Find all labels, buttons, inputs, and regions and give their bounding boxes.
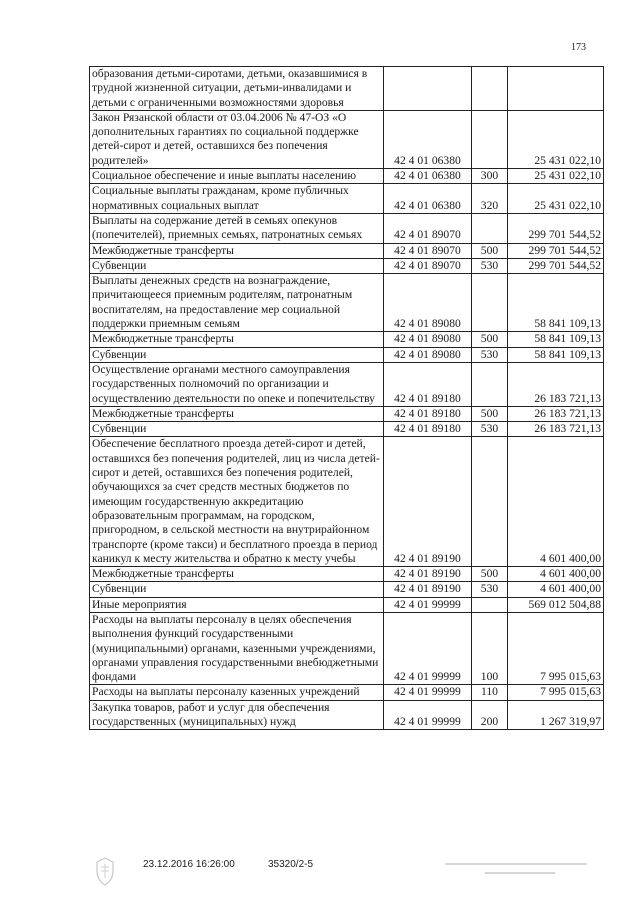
cell-code: 42 4 01 06380	[384, 110, 472, 168]
cell-name: Субвенции	[90, 347, 384, 362]
cell-type: 500	[472, 332, 508, 347]
table-row	[90, 213, 604, 243]
cell-sum: 25 431 022,10	[508, 110, 604, 168]
cell-name: Обеспечение бесплатного проезда детей-сирот и детей, оставшихся без попечения родителей, лиц из числа детей-сирот и детей, оставшихся без попечения родителей, обучающихся за счет средств местных бюджетов по имеющим государственную аккредитацию образовательным программам, на городском, пригородном, в сельской местности на внутрирайонном транспорте (кроме такси) и бесплатного проезда в период каникул к месту жительства и обратно к месту учебы	[90, 437, 384, 567]
cell-sum: 7 995 015,63	[508, 612, 604, 684]
cell-sum: 569 012 504,88	[508, 597, 604, 612]
cell-name: Закупка товаров, работ и услуг для обеспечения государственных (муниципальных) нужд	[90, 700, 384, 730]
cell-code: 42 4 01 89080	[384, 347, 472, 362]
table-row	[90, 406, 604, 421]
cell-name: Субвенции	[90, 422, 384, 437]
cell-name: Расходы на выплаты персоналу в целях обеспечения выполнения функций государственными (муниципальными) органами, казенными учреждениями, органами управления государственными внебюджетными фондами	[90, 612, 384, 684]
table-row	[90, 274, 604, 332]
cell-name: Закон Рязанской области от 03.04.2006 № 47-ОЗ «О дополнительных гарантиях по социальной поддержке детей-сирот и детей, оставшихся без попечения родителей»	[90, 110, 384, 168]
budget-table	[89, 66, 604, 730]
cell-name: Межбюджетные трансферты	[90, 332, 384, 347]
cell-code: 42 4 01 99999	[384, 612, 472, 684]
cell-code: 42 4 01 89070	[384, 213, 472, 243]
table-row	[90, 243, 604, 258]
cell-code: 42 4 01 89080	[384, 274, 472, 332]
cell-name: Выплаты денежных средств на вознаграждение, причитающееся приемным родителям, патронатным воспитателям, на предоставление мер социальной поддержки приемным семьям	[90, 274, 384, 332]
table-row	[90, 437, 604, 567]
cell-name: Иные мероприятия	[90, 597, 384, 612]
table-row	[90, 258, 604, 273]
cell-type: 530	[472, 422, 508, 437]
cell-sum: 58 841 109,13	[508, 347, 604, 362]
faint-footer-line	[445, 863, 587, 865]
cell-code: 42 4 01 06380	[384, 184, 472, 214]
cell-name: образования детьми-сиротами, детьми, оказавшимися в трудной жизненной ситуации, детьми-инвалидами и детьми с ограниченными возможностями здоровья	[90, 67, 384, 111]
cell-sum: 26 183 721,13	[508, 362, 604, 406]
cell-name: Расходы на выплаты персоналу казенных учреждений	[90, 685, 384, 700]
cell-type: 530	[472, 582, 508, 597]
cell-type: 500	[472, 243, 508, 258]
cell-name: Выплаты на содержание детей в семьях опекунов (попечителей), приемных семьях, патронатных семьях	[90, 213, 384, 243]
table-row	[90, 612, 604, 684]
cell-sum: 25 431 022,10	[508, 184, 604, 214]
cell-sum: 26 183 721,13	[508, 422, 604, 437]
table-row	[90, 332, 604, 347]
table-row	[90, 582, 604, 597]
cell-code: 42 4 01 99999	[384, 597, 472, 612]
cell-sum: 299 701 544,52	[508, 258, 604, 273]
cell-code: 42 4 01 89180	[384, 406, 472, 421]
budget-table-body	[90, 67, 604, 730]
cell-code: 42 4 01 89190	[384, 437, 472, 567]
coat-of-arms-icon	[92, 856, 118, 888]
cell-sum: 4 601 400,00	[508, 582, 604, 597]
footer	[0, 856, 640, 896]
cell-type: 500	[472, 406, 508, 421]
cell-type	[472, 110, 508, 168]
cell-sum: 4 601 400,00	[508, 567, 604, 582]
table-row	[90, 110, 604, 168]
cell-type: 100	[472, 612, 508, 684]
table-row	[90, 362, 604, 406]
cell-code: 42 4 01 89070	[384, 258, 472, 273]
cell-code: 42 4 01 99999	[384, 700, 472, 730]
cell-name: Межбюджетные трансферты	[90, 243, 384, 258]
cell-name: Социальное обеспечение и иные выплаты населению	[90, 169, 384, 184]
cell-type	[472, 67, 508, 111]
table-row	[90, 67, 604, 111]
page-number: 173	[571, 42, 586, 53]
cell-sum: 58 841 109,13	[508, 274, 604, 332]
cell-type	[472, 213, 508, 243]
cell-code: 42 4 01 89180	[384, 362, 472, 406]
table-row	[90, 700, 604, 730]
footer-doc-number: 35320/2-5	[268, 859, 314, 870]
cell-sum: 26 183 721,13	[508, 406, 604, 421]
table-row	[90, 422, 604, 437]
cell-type: 320	[472, 184, 508, 214]
footer-date: 23.12.2016 16:26:00	[143, 859, 235, 870]
cell-code: 42 4 01 99999	[384, 685, 472, 700]
cell-code: 42 4 01 89190	[384, 582, 472, 597]
cell-type: 200	[472, 700, 508, 730]
cell-sum: 58 841 109,13	[508, 332, 604, 347]
cell-sum: 299 701 544,52	[508, 213, 604, 243]
cell-type: 110	[472, 685, 508, 700]
cell-sum: 4 601 400,00	[508, 437, 604, 567]
cell-type	[472, 274, 508, 332]
cell-name: Субвенции	[90, 258, 384, 273]
cell-name: Межбюджетные трансферты	[90, 406, 384, 421]
cell-type	[472, 597, 508, 612]
table-row	[90, 184, 604, 214]
cell-sum	[508, 67, 604, 111]
table-row	[90, 567, 604, 582]
table-row	[90, 597, 604, 612]
cell-type: 530	[472, 258, 508, 273]
cell-name: Межбюджетные трансферты	[90, 567, 384, 582]
cell-sum: 1 267 319,97	[508, 700, 604, 730]
cell-code: 42 4 01 06380	[384, 169, 472, 184]
faint-footer-line	[485, 872, 555, 874]
table-row	[90, 169, 604, 184]
table-row	[90, 685, 604, 700]
cell-type: 500	[472, 567, 508, 582]
cell-name: Социальные выплаты гражданам, кроме публичных нормативных социальных выплат	[90, 184, 384, 214]
cell-name: Осуществление органами местного самоуправления государственных полномочий по организации и осуществлению деятельности по опеке и попечительству	[90, 362, 384, 406]
cell-sum: 25 431 022,10	[508, 169, 604, 184]
cell-code: 42 4 01 89080	[384, 332, 472, 347]
cell-type: 530	[472, 347, 508, 362]
table-row	[90, 347, 604, 362]
cell-name: Субвенции	[90, 582, 384, 597]
cell-code: 42 4 01 89180	[384, 422, 472, 437]
cell-code: 42 4 01 89190	[384, 567, 472, 582]
cell-type	[472, 362, 508, 406]
cell-code	[384, 67, 472, 111]
cell-sum: 7 995 015,63	[508, 685, 604, 700]
cell-type: 300	[472, 169, 508, 184]
cell-code: 42 4 01 89070	[384, 243, 472, 258]
cell-sum: 299 701 544,52	[508, 243, 604, 258]
cell-type	[472, 437, 508, 567]
